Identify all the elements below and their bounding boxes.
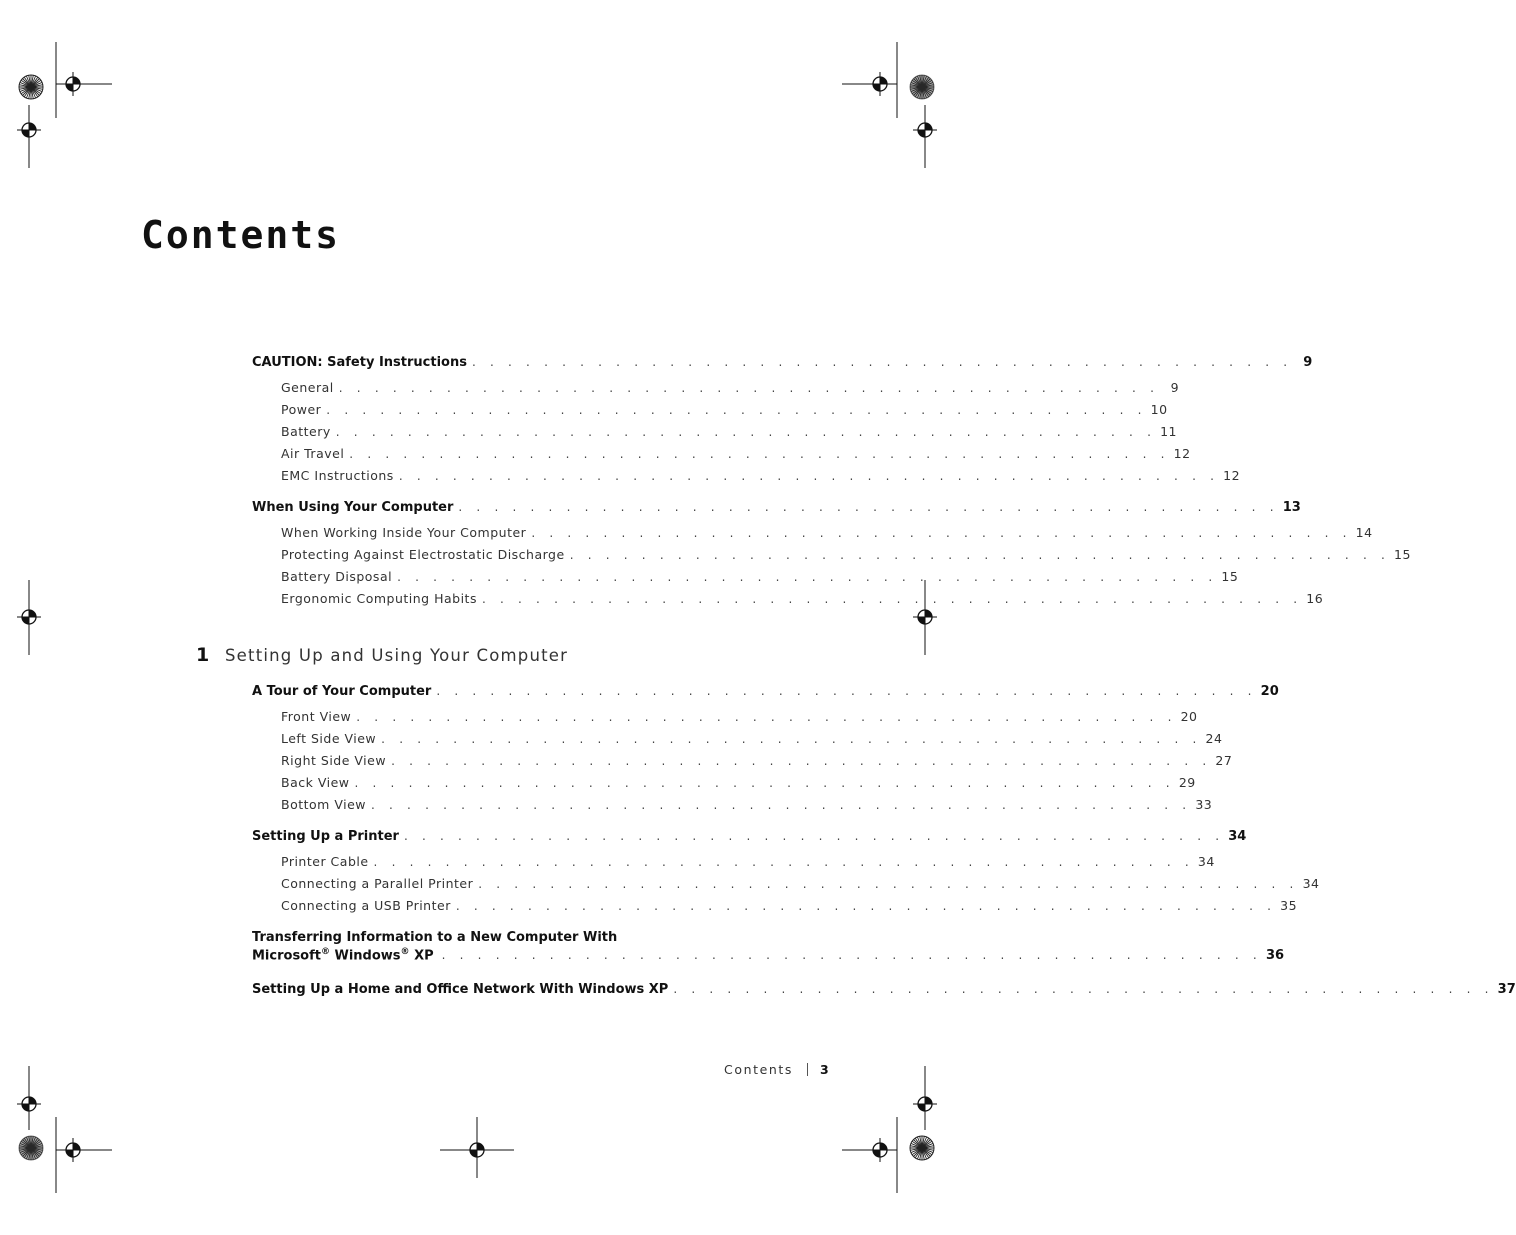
page-footer	[724, 1062, 829, 1077]
toc-entry-label: Battery Disposal	[281, 569, 393, 584]
toc-entry-label: Setting Up a Home and Office Network With Windows XP	[252, 982, 669, 997]
toc-entry-page: 11	[1160, 424, 1177, 439]
toc-entry-setting-up-a-printer[interactable]	[252, 829, 1247, 844]
toc-entry-label: Front View	[281, 709, 352, 724]
dot-leader: . . . . . . . . . . . . . . . . . . . . . . . . . . . . . . . . . . . . . . . . . . . . . .	[335, 425, 1157, 439]
toc-entry-label: Printer Cable	[281, 854, 369, 869]
dot-leader: . . . . . . . . . . . . . . . . . . . . . . . . . . . . . . . . . . . . . . . . . . . . . .	[481, 592, 1303, 606]
chapter-number: 1	[196, 644, 210, 666]
toc-entry-label: Connecting a USB Printer	[281, 898, 451, 913]
toc-entry-page: 35	[1280, 898, 1298, 913]
toc-entry-page: 20	[1180, 709, 1198, 724]
toc-entry-label: Protecting Against Electrostatic Discharge	[281, 547, 565, 562]
toc-entry-page: 27	[1215, 753, 1233, 768]
toc-entry-battery[interactable]	[281, 424, 1177, 439]
toc-entry-air-travel[interactable]	[281, 446, 1191, 461]
footer-page-number: 3	[820, 1062, 829, 1077]
toc-entry-label: Air Travel	[281, 446, 345, 461]
toc-entry-power[interactable]	[281, 402, 1168, 417]
toc-entry-general[interactable]	[281, 380, 1180, 395]
toc-entry-label: Setting Up a Printer	[252, 829, 399, 844]
toc-entry-label: When Using Your Computer	[252, 500, 454, 515]
toc-entry-emc-instructions[interactable]	[281, 468, 1241, 483]
toc-entry-label: Left Side View	[281, 731, 377, 746]
toc-entry-page: 15	[1394, 547, 1411, 562]
dot-leader: . . . . . . . . . . . . . . . . . . . . . . . . . . . . . . . . . . . . . . . . . . . . . .	[531, 526, 1352, 540]
toc-entry-right-side-view[interactable]	[281, 753, 1233, 768]
toc-entry-transferring-information[interactable]	[252, 930, 1285, 964]
chapter-heading[interactable]	[196, 644, 568, 666]
toc-entry-back-view[interactable]	[281, 775, 1196, 790]
toc-entry-page: 9	[1170, 380, 1180, 395]
toc-entry-a-tour-of-your-computer[interactable]	[252, 684, 1279, 699]
toc-entry-label: When Working Inside Your Computer	[281, 525, 527, 540]
toc-entry-label: Connecting a Parallel Printer	[281, 876, 474, 891]
dot-leader: . . . . . . . . . . . . . . . . . . . . . . . . . . . . . . . . . . . . . . . . . . . . . .	[458, 500, 1279, 514]
toc-entry-page: 34	[1228, 829, 1247, 844]
dot-leader: . . . . . . . . . . . . . . . . . . . . . . . . . . . . . . . . . . . . . . . . . . . . . .	[436, 684, 1257, 698]
toc-entry-page: 20	[1260, 684, 1279, 699]
toc-entry-page: 13	[1282, 500, 1301, 515]
toc-entry-left-side-view[interactable]	[281, 731, 1223, 746]
dot-leader: . . . . . . . . . . . . . . . . . . . . . . . . . . . . . . . . . . . . . . . . . . . . . .	[397, 570, 1218, 584]
dot-leader: . . . . . . . . . . . . . . . . . . . . . . . . . . . . . . . . . . . . . . . . . . . . . .	[354, 776, 1175, 790]
toc-entry-label: Back View	[281, 775, 350, 790]
dot-leader: . . . . . . . . . . . . . . . . . . . . . . . . . . . . . . . . . . . . . . . . . . . . . .	[391, 754, 1212, 768]
dot-leader: . . . . . . . . . . . . . . . . . . . . . . . . . . . . . . . . . . . . . . . . . . . . . .	[373, 855, 1194, 869]
toc-entry-label: EMC Instructions	[281, 468, 394, 483]
toc-entry-setting-up-a-home-and-office-network-with-windows-xp[interactable]	[252, 982, 1516, 997]
toc-entry-label: CAUTION: Safety Instructions	[252, 355, 467, 370]
registered-mark: ®	[400, 947, 410, 957]
toc-entry-printer-cable[interactable]	[281, 854, 1215, 869]
dot-leader: . . . . . . . . . . . . . . . . . . . . . . . . . . . . . . . . . . . . . . . . . . . . . .	[356, 710, 1177, 724]
toc-entry-page: 34	[1302, 876, 1320, 891]
dot-leader: . . . . . . . . . . . . . . . . . . . . . . . . . . . . . . . . . . . . . . . . . . . . . .	[338, 381, 1160, 395]
chapter-title: Setting Up and Using Your Computer	[225, 646, 569, 665]
toc-entry-connecting-a-usb-printer[interactable]	[281, 898, 1298, 913]
dot-leader: . . . . . . . . . . . . . . . . . . . . . . . . . . . . . . . . . . . . . . . . . . . . . .	[381, 732, 1202, 746]
toc-entry-bottom-view[interactable]	[281, 797, 1213, 812]
dot-leader: . . . . . . . . . . . . . . . . . . . . . . . . . . . . . . . . . . . . . . . . . . . . . .	[403, 829, 1225, 843]
dot-leader: . . . . . . . . . . . . . . . . . . . . . . . . . . . . . . . . . . . . . . . . . . . . . .	[326, 403, 1147, 417]
dot-leader: . . . . . . . . . . . . . . . . . . . . . . . . . . . . . . . . . . . . . . . . . . . . . .	[441, 948, 1262, 963]
toc-entry-page: 34	[1197, 854, 1215, 869]
footer-divider	[807, 1063, 808, 1076]
toc-entry-label: General	[281, 380, 334, 395]
toc-entry-page: 14	[1355, 525, 1373, 540]
toc-entry-page: 15	[1221, 569, 1239, 584]
toc-entry-page: 24	[1205, 731, 1223, 746]
toc-entry-label: Right Side View	[281, 753, 387, 768]
toc-entry-page: 33	[1195, 797, 1213, 812]
toc-entry-when-working-inside-your-computer[interactable]	[281, 525, 1373, 540]
footer-label: Contents	[724, 1062, 794, 1077]
toc-entry-label: Ergonomic Computing Habits	[281, 591, 477, 606]
dot-leader: . . . . . . . . . . . . . . . . . . . . . . . . . . . . . . . . . . . . . . . . . . . . . .	[478, 877, 1299, 891]
toc-entry-label: A Tour of Your Computer	[252, 684, 432, 699]
dot-leader: . . . . . . . . . . . . . . . . . . . . . . . . . . . . . . . . . . . . . . . . . . . . . .	[398, 469, 1220, 483]
dot-leader: . . . . . . . . . . . . . . . . . . . . . . . . . . . . . . . . . . . . . . . . . . . . . .	[569, 548, 1391, 562]
toc-entry-battery-disposal[interactable]	[281, 569, 1239, 584]
toc-entry-when-using-your-computer[interactable]	[252, 500, 1301, 515]
dot-leader: . . . . . . . . . . . . . . . . . . . . . . . . . . . . . . . . . . . . . . . . . . . . . .	[349, 447, 1170, 461]
toc-entry-caution-safety-instructions[interactable]	[252, 355, 1313, 370]
toc-entry-label: Power	[281, 402, 322, 417]
toc-entry-label-line1: Transferring Information to a New Computer With	[252, 930, 618, 945]
toc-entry-label: Bottom View	[281, 797, 366, 812]
toc-entry-protecting-against-electrostatic-discharge[interactable]	[281, 547, 1411, 562]
toc-entry-page: 12	[1173, 446, 1191, 461]
toc-entry-label: Battery	[281, 424, 331, 439]
toc-entry-connecting-a-parallel-printer[interactable]	[281, 876, 1320, 891]
toc-entry-front-view[interactable]	[281, 709, 1198, 724]
toc-entry-ergonomic-computing-habits[interactable]	[281, 591, 1324, 606]
dot-leader: . . . . . . . . . . . . . . . . . . . . . . . . . . . . . . . . . . . . . . . . . . . . . .	[471, 355, 1293, 369]
toc-entry-page: 9	[1303, 355, 1313, 370]
toc-entry-page: 12	[1223, 468, 1241, 483]
toc-entry-page: 36	[1265, 948, 1285, 964]
toc-entry-label-line2	[252, 947, 1285, 964]
page-title: Contents	[141, 213, 341, 257]
toc-entry-label: Microsoft® Windows® XP	[252, 947, 434, 964]
toc-entry-page: 29	[1178, 775, 1196, 790]
toc-entry-page: 10	[1150, 402, 1168, 417]
dot-leader: . . . . . . . . . . . . . . . . . . . . . . . . . . . . . . . . . . . . . . . . . . . . . .	[673, 982, 1494, 996]
dot-leader: . . . . . . . . . . . . . . . . . . . . . . . . . . . . . . . . . . . . . . . . . . . . . .	[455, 899, 1277, 913]
toc-entry-page: 16	[1306, 591, 1324, 606]
toc-entry-page: 37	[1497, 982, 1516, 997]
registered-mark: ®	[320, 947, 330, 957]
dot-leader: . . . . . . . . . . . . . . . . . . . . . . . . . . . . . . . . . . . . . . . . . . . . . .	[371, 798, 1192, 812]
